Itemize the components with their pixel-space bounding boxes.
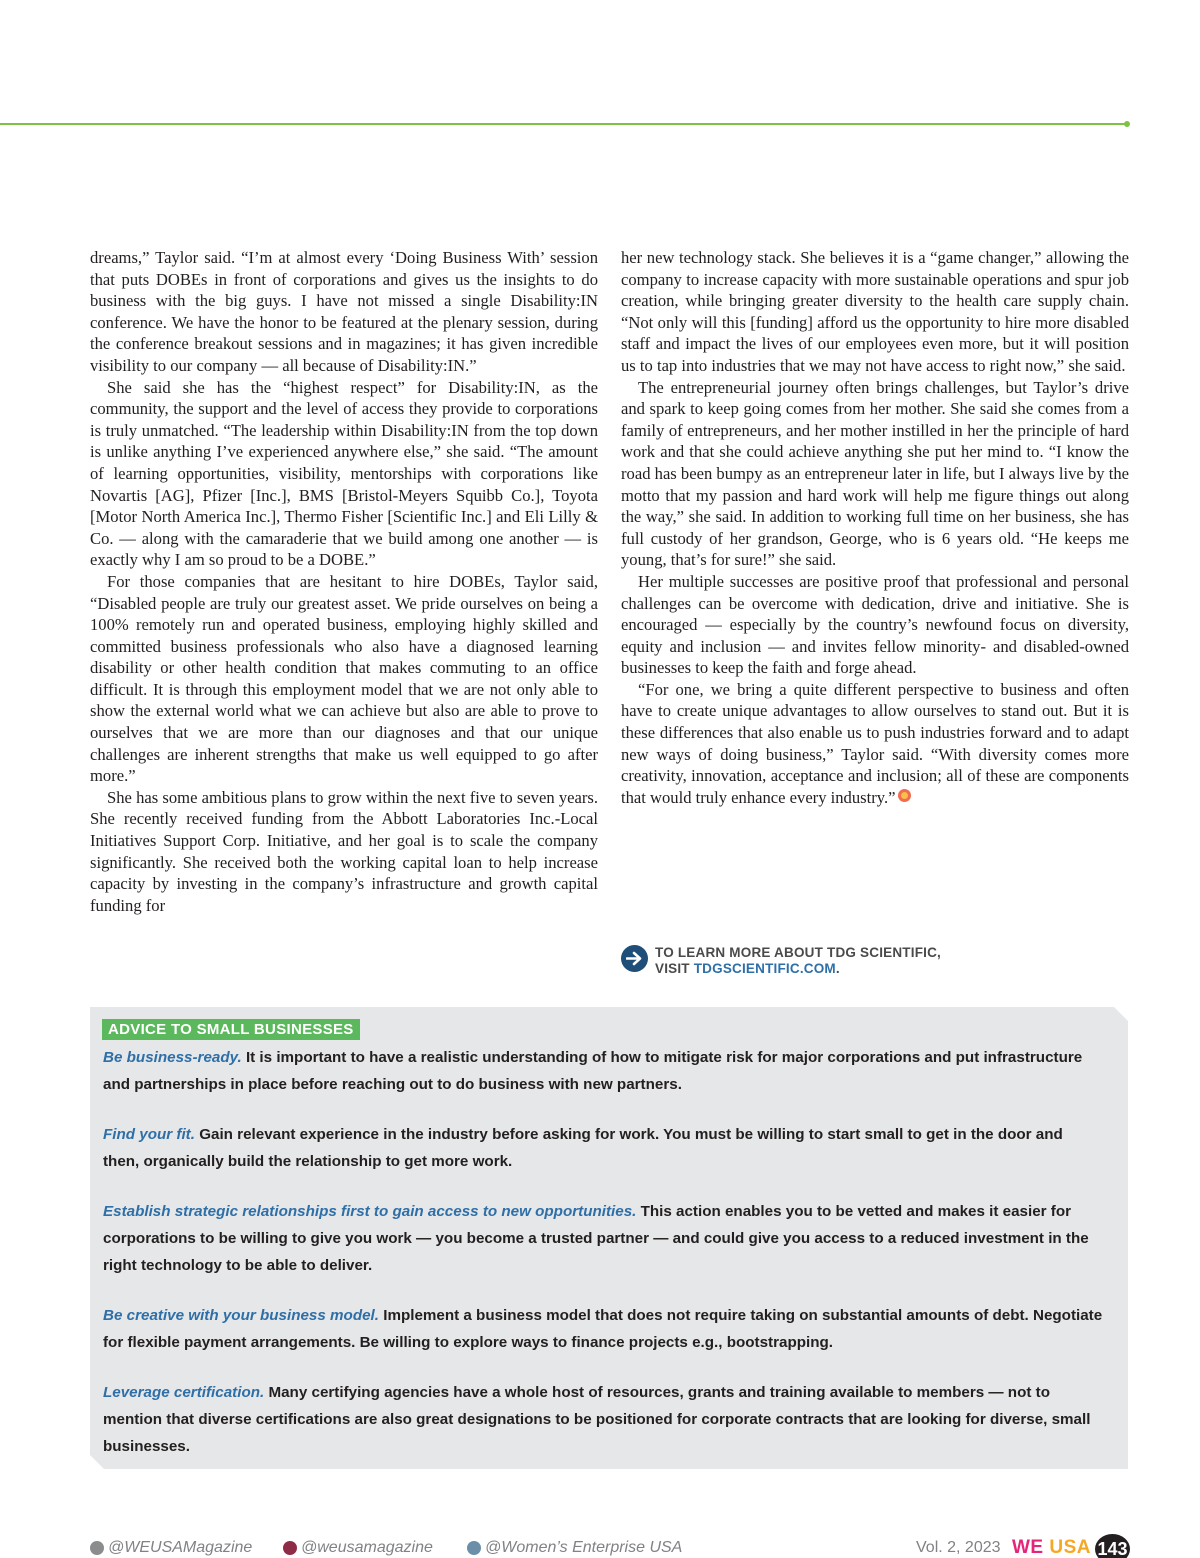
advice-text: Implement a business model that does not require taking on substantial amounts of debt. Negotiate for flexible payment arrangements. Be willing to explore ways to finance projects e.g., bootstrapping. <box>103 1307 1103 1351</box>
advice-title: ADVICE TO SMALL BUSINESSES <box>102 1019 360 1040</box>
article-paragraph: her new technology stack. She believes it is a “game changer,” allowing the company to increase capacity with more sustainable operations and spur job creation, while bringing greater diversity to the health care supply chain. “Not only will this [funding] afford us the opportunity to hire more disabled staff and impact the lives of our employees even more, but it will position us to tap into industries that we may not have access to right now,” she said. <box>621 248 1129 375</box>
advice-text: Many certifying agencies have a whole host of resources, grants and training available to members — not to mention that diverse certifications are also great designations to be positioned for corporate contracts that are looking for diverse, small businesses. <box>103 1384 1091 1455</box>
learn-more-prefix: VISIT <box>655 960 694 976</box>
article-paragraph: The entrepreneurial journey often brings challenges, but Taylor’s drive and spark to keep going comes from her mother. She said she comes from a family of entrepreneurs, and her mother instilled in her the principle of hard work and that she could achieve anything she put her mind to. “I know the road has been bumpy as an entrepreneur later in life, but I always live by the motto that my passion and hard work will help me figure things out along the way,” she said. In addition to working full time on her business, she has full custody of her grandson, George, who is 6 years old. “He keeps me young, that’s for sure!” she said. <box>621 377 1129 570</box>
advice-lead: Find your fit. <box>103 1126 195 1143</box>
article-paragraph: She has some ambitious plans to grow within the next five to seven years. She recently received funding from the Abbott Laboratories Inc.-Local Initiatives Support Corp. Initiative, and her goal is to scale the company significantly. She received both the working capital loan to help increase capacity by investing in the company’s infrastructure and growth capital funding for <box>90 787 598 915</box>
instagram-handle[interactable] <box>283 1539 433 1557</box>
tdg-website-link[interactable]: TDGSCIENTIFIC.COM <box>693 960 836 976</box>
advice-item <box>103 1302 1103 1356</box>
page-footer <box>90 1536 1130 1558</box>
article-paragraph: For those companies that are hesitant to hire DOBEs, Taylor said, “Disabled people are truly our greatest asset. We pride ourselves on being a 100% remotely run and operated business, employing highly skilled and committed business professionals who also have a diagnosed learning disability or other health condition that makes commuting to an office difficult. It is through this employment model that we are not only able to show the external world what we can achieve but also are able to prove to ourselves that we are more than our diagnoses and that our unique challenges are inherent strengths that make us well equipped to go after more.” <box>90 571 598 786</box>
arrow-right-icon <box>621 945 648 972</box>
article-right-column <box>621 247 1129 808</box>
advice-lead: Be creative with your business model. <box>103 1307 379 1324</box>
facebook-icon <box>90 1541 104 1555</box>
advice-lead: Be business-ready. <box>103 1049 242 1066</box>
advice-text: Gain relevant experience in the industry before asking for work. You must be willing to start small to get in the door and then, organically build the relationship to get more work. <box>103 1126 1063 1170</box>
instagram-handle-text: @weusamagazine <box>301 1539 433 1556</box>
advice-item <box>103 1121 1103 1175</box>
article-paragraph: Her multiple successes are positive proof that professional and personal challenges can be overcome with dedication, drive and initiative. She is encouraged — especially by the country’s newfound focus on diversity, equity and inclusion — and invites fellow minority- and disabled-owned businesses to keep the faith and forge ahead. <box>621 571 1129 678</box>
advice-text: It is important to have a realistic understanding of how to mitigate risk for major corporations and put infrastructure and partnerships in place before reaching out to do business with new partners. <box>103 1049 1083 1093</box>
article-paragraph-last <box>621 679 1129 809</box>
brand-we: WE <box>1012 1537 1044 1558</box>
linkedin-icon <box>467 1541 481 1555</box>
learn-more-callout <box>621 945 941 976</box>
advice-lead: Leverage certification. <box>103 1384 265 1401</box>
brand-usa: USA <box>1049 1537 1092 1558</box>
volume-info: Vol. 2, 2023 <box>916 1539 1001 1556</box>
top-rule <box>0 123 1128 125</box>
advice-text: This action enables you to be vetted and makes it easier for corporations to be willing to give you work — you become a trusted partner — and could give you access to a reduced investment in the right technology to be able to deliver. <box>103 1203 1089 1274</box>
advice-list <box>103 1044 1103 1483</box>
end-mark-icon <box>898 789 911 802</box>
top-rule-dot <box>1124 121 1130 127</box>
linkedin-handle[interactable] <box>467 1539 682 1557</box>
article-left-column <box>90 247 598 916</box>
facebook-handle[interactable] <box>90 1539 252 1557</box>
article-paragraph: She said she has the “highest respect” for Disability:IN, as the community, the support and the level of access they provide to corporations is truly unmatched. “The leadership within Disability:IN from the top down is unlike anything I’ve experienced anywhere else,” she said. “The amount of learning opportunities, visibility, mentorships with corporations like Novartis [AG], Pfizer [Inc.], BMS [Bristol-Meyers Squibb Co.], Toyota [Motor North America Inc.], Thermo Fisher [Scientific Inc.] and Eli Lilly & Co. — along with the camaraderie that we build among one another — is exactly why I am so proud to be a DOBE.” <box>90 377 598 570</box>
learn-more-text <box>655 945 941 976</box>
advice-item <box>103 1044 1103 1098</box>
article-paragraph-text: “For one, we bring a quite different perspective to business and often have to create unique advantages to allow ourselves to stand out. But it is these differences that also enable us to push industries forward and to adapt new ways of doing business,” Taylor said. “With diversity comes more creativity, innovation, acceptance and inclusion; all of these are components that would truly enhance every industry.” <box>621 679 1129 807</box>
advice-item <box>103 1198 1103 1279</box>
page-number: 143 <box>1095 1534 1130 1558</box>
article-paragraph: dreams,” Taylor said. “I’m at almost every ‘Doing Business With’ session that puts DOBEs in front of corporations and gives us the insights to do business with the big guys. I have not missed a single Disability:IN conference. We have the honor to be featured at the plenary session, during the conference breakout sessions and in magazines; it has given incredible visibility to our company — all because of Disability:IN.” <box>90 248 598 375</box>
learn-more-line1: TO LEARN MORE ABOUT TDG SCIENTIFIC, <box>655 945 941 960</box>
instagram-icon <box>283 1541 297 1555</box>
advice-lead: Establish strategic relationships first to gain access to new opportunities. <box>103 1203 637 1220</box>
learn-more-line2 <box>655 961 941 977</box>
learn-more-suffix: . <box>835 960 840 976</box>
advice-item <box>103 1379 1103 1460</box>
brand-logo <box>1012 1537 1091 1558</box>
linkedin-handle-text: @Women’s Enterprise USA <box>485 1539 683 1556</box>
facebook-handle-text: @WEUSAMagazine <box>108 1539 253 1556</box>
